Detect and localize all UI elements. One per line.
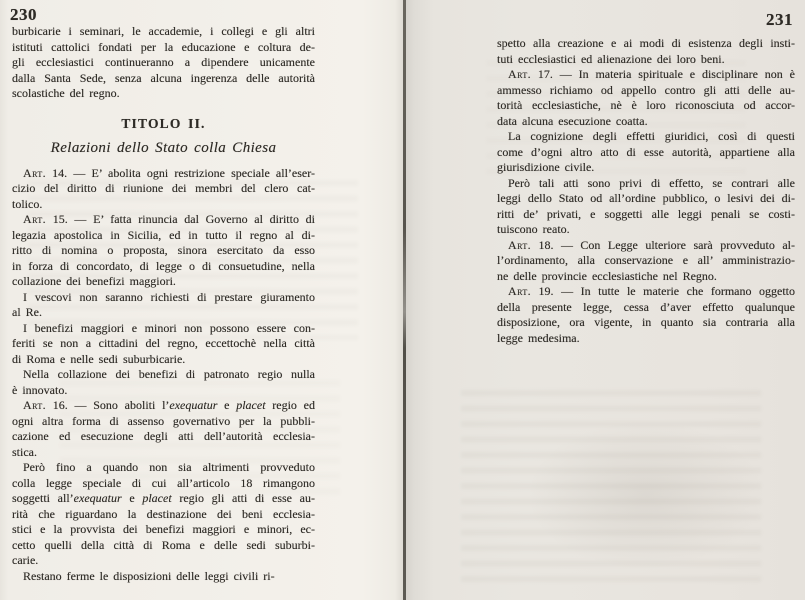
paragraph <box>12 460 315 569</box>
text-line: cazione ed esecuzione degli atti dell’autorità ecclesia- <box>12 429 315 443</box>
left-page-text <box>12 24 315 584</box>
text-line: al Re. <box>12 305 42 319</box>
text-line: burbicarie i seminari, le accademie, i collegi e gli altri <box>12 24 315 38</box>
text-line: La cognizione degli effetti giuridici, così di questi <box>508 129 795 143</box>
text-line: giurisdizione civile. <box>497 160 595 174</box>
text-line: torità ecclesiastiche, nè è loro riconosciuta od accor- <box>497 98 795 112</box>
text-line: Nella collazione dei benefizi di patronato regio nulla <box>23 367 315 381</box>
text-line: di Roma e nelle sedi suburbicarie. <box>12 351 186 366</box>
chapter-subtitle: Relazioni dello Stato colla Chiesa <box>50 139 277 156</box>
latin-term: placet <box>236 398 266 412</box>
page-number-left: 230 <box>10 5 37 24</box>
paragraph <box>12 290 315 321</box>
text-line: ne delle provincie ecclesiastiche nel Regno. <box>497 268 717 283</box>
text-line: tolico. <box>12 196 43 211</box>
text-line: Art. 18. — Con Legge ulteriore sarà provveduto al- <box>508 237 795 252</box>
page-number-right: 231 <box>766 10 793 29</box>
text-line: I vescovi non saranno richiesti di prestare giuramento <box>23 289 315 304</box>
paragraph <box>497 176 795 238</box>
text-line: ritto di nomina o proposta, sinora esercitato da esso <box>12 243 315 257</box>
article-label: Art. <box>23 398 47 412</box>
text-line: Art. 19. — In tutte le materie che formano oggetto <box>508 284 795 298</box>
text-line: ritti de’ privati, e soggetti alle leggi penali se costi- <box>497 206 795 221</box>
text-line: stici e la provvista dei benefizi maggiori e minori, ec- <box>12 522 315 536</box>
text-line: stica. <box>12 444 37 459</box>
right-page <box>406 0 805 600</box>
text-line: rità che riguardano la destinazione dei beni ecclesia- <box>12 506 315 521</box>
text-line: l’ordinamento, alla conservazione e all’ amministrazio- <box>497 253 795 267</box>
text-line: colla legge speciale di cui all’articolo 18 rimangono <box>12 475 315 490</box>
latin-term: exequatur <box>73 491 122 505</box>
text-line: cizio del diritto di riunione dei membri del clero cat- <box>12 181 315 195</box>
text-line: Però fino a quando non sia altrimenti provveduto <box>23 460 315 474</box>
text-line: collazione dei benefizi maggiori. <box>12 274 176 288</box>
text-line: Art. 14. — E’ abolita ogni restrizione speciale all’eser- <box>23 165 315 180</box>
article-label: Art. <box>508 67 532 81</box>
paragraph <box>12 24 315 102</box>
paragraph <box>12 321 315 368</box>
text-line: ammesso richiamo od appello contro gli atti delle au- <box>497 82 795 97</box>
text-line: istituti cattolici fondati per la educazione e coltura de- <box>12 39 315 54</box>
article-label: Art. <box>508 237 532 252</box>
text-line: I benefizi maggiori e minori non possono essere con- <box>23 320 315 335</box>
paragraph <box>497 284 795 346</box>
text-line: scolastiche del regno. <box>12 86 120 100</box>
paragraph <box>12 367 315 398</box>
paragraph <box>497 36 795 67</box>
text-line: tuti ecclesiastici ed alienazione dei loro beni. <box>497 51 725 66</box>
text-line: carie. <box>12 553 39 567</box>
latin-term: placet <box>142 491 172 505</box>
paragraph <box>12 212 315 290</box>
right-page-text <box>497 36 795 346</box>
text-line: cetto quelli della città di Roma e delle sedi suburbi- <box>12 537 315 552</box>
paragraph <box>497 67 795 129</box>
text-line: tuiscono reato. <box>497 222 570 236</box>
paper-smudge <box>526 420 766 570</box>
text-line: Art. 15. — E’ fatta rinuncia dal Governo al diritto di <box>23 212 315 226</box>
text-line: spetto alla creazione e ai modi di esistenza degli insti- <box>497 36 795 50</box>
paragraph <box>497 129 795 176</box>
text-line: ogni altra forma di assenso governativo per la pubbli- <box>12 413 315 428</box>
text-line: legazia apostolica in Sicilia, ed in tutto il regno al di- <box>12 227 315 242</box>
paragraph <box>497 238 795 285</box>
text-line: legge medesima. <box>497 330 580 345</box>
text-line: in forza di concordato, di legge o di consuetudine, nella <box>12 258 315 273</box>
text-line: Art. 16. — Sono aboliti l’exequatur e placet regio ed <box>23 398 315 412</box>
showthrough-texture <box>461 390 761 590</box>
text-line: disposizione, ora vigente, in quanto sia contraria alla <box>497 315 795 329</box>
text-line: Restano ferme le disposizioni delle leggi civili ri- <box>23 568 275 583</box>
text-line: Però tali atti sono privi di effetto, se contrari alle <box>508 175 795 190</box>
article-label: Art. <box>23 212 47 226</box>
text-line: gli ecclesiastici continueranno a dipendere unicamente <box>12 55 315 69</box>
text-line: della presente legge, cessa d’aver effetto qualunque <box>497 299 795 314</box>
paragraph <box>12 166 315 213</box>
text-line: è innovato. <box>12 382 68 397</box>
paragraph <box>12 398 315 460</box>
text-line: soggetti all’exequatur e placet regio gli atti di esse au- <box>12 491 315 505</box>
titolo-heading: TITOLO II. <box>121 115 206 131</box>
text-line: leggi dello Stato od all’ordine pubblico, o lesivi dei di- <box>497 191 795 205</box>
latin-term: exequatur <box>169 398 218 412</box>
text-line: Art. 17. — In materia spirituale e disciplinare non è <box>508 67 795 81</box>
article-label: Art. <box>508 284 532 298</box>
text-line: dalla Santa Sede, senza alcuna ingerenza delle autorità <box>12 70 315 85</box>
text-line: feriti se non a cittadini del regno, eccettochè nella città <box>12 336 315 350</box>
paragraph <box>12 569 315 585</box>
text-line: data alcuna esecuzione coatta. <box>497 113 648 128</box>
article-label: Art. <box>23 165 47 180</box>
text-line: come d’ogni altro atto di esse autorità, appartiene alla <box>497 144 795 159</box>
